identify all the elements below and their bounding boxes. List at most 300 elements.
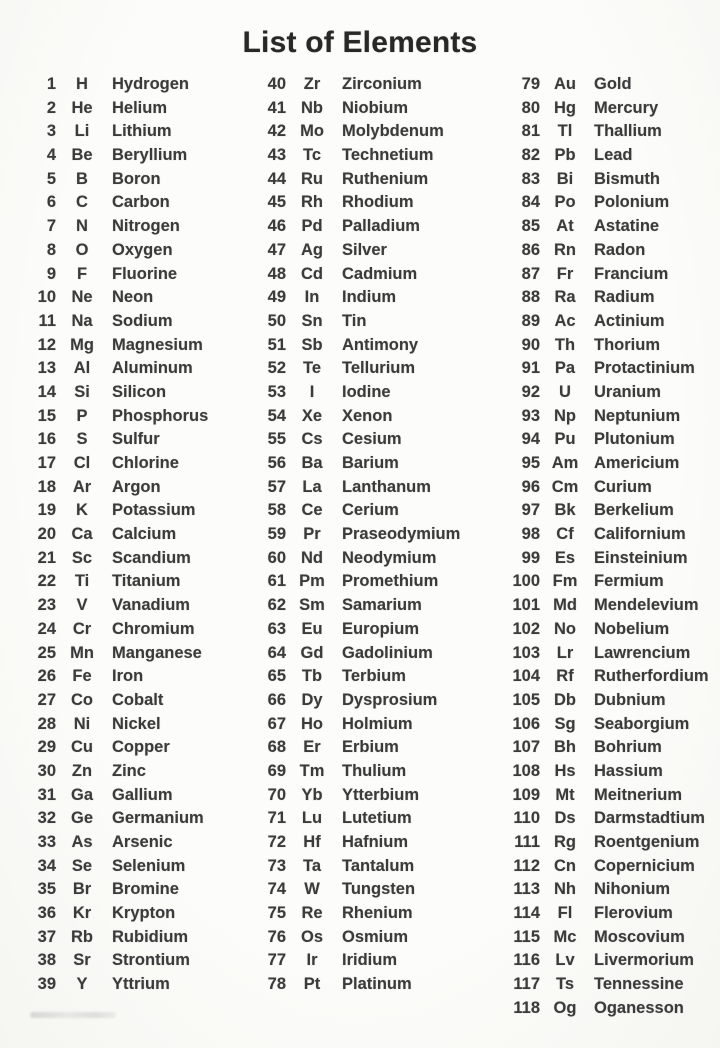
element-row bbox=[250, 263, 490, 287]
element-symbol: Nd bbox=[301, 548, 323, 567]
element-name: Ytterbium bbox=[342, 785, 420, 804]
element-name: Potassium bbox=[112, 501, 196, 520]
element-row bbox=[20, 357, 250, 381]
element-name: Platinum bbox=[342, 975, 412, 994]
element-symbol: Ca bbox=[71, 525, 93, 544]
element-symbol: Be bbox=[71, 146, 93, 165]
atomic-number: 6 bbox=[46, 193, 56, 212]
element-symbol: Er bbox=[303, 738, 321, 757]
element-row bbox=[490, 452, 710, 476]
element-row bbox=[20, 926, 250, 950]
element-symbol: Ag bbox=[301, 240, 323, 259]
element-symbol: Cl bbox=[73, 454, 91, 472]
element-row bbox=[250, 547, 490, 571]
element-symbol: Db bbox=[554, 690, 576, 709]
element-name: Plutonium bbox=[594, 430, 675, 449]
element-name: Europium bbox=[342, 619, 419, 638]
element-symbol: Th bbox=[554, 335, 576, 354]
element-symbol: Sm bbox=[299, 596, 325, 615]
element-symbol: Au bbox=[554, 75, 576, 93]
element-symbol: Hf bbox=[303, 833, 321, 851]
page-title: List of Elements bbox=[242, 26, 478, 59]
element-symbol: Rn bbox=[554, 240, 576, 259]
element-name: Calcium bbox=[112, 525, 177, 544]
element-name: Francium bbox=[594, 264, 669, 283]
element-name: Uranium bbox=[594, 382, 661, 401]
atomic-number: 78 bbox=[267, 975, 286, 994]
atomic-number: 104 bbox=[512, 667, 540, 686]
atomic-number: 75 bbox=[267, 904, 286, 923]
atomic-number: 4 bbox=[46, 146, 56, 165]
element-symbol: Nb bbox=[301, 98, 323, 117]
element-symbol: Te bbox=[302, 359, 322, 378]
atomic-number: 47 bbox=[267, 240, 286, 259]
element-row bbox=[490, 807, 710, 831]
atomic-number: 3 bbox=[46, 122, 56, 141]
atomic-number: 57 bbox=[267, 477, 286, 496]
element-symbol: Fr bbox=[556, 264, 574, 283]
element-name: Yttrium bbox=[112, 975, 170, 994]
element-symbol: K bbox=[76, 501, 88, 520]
element-symbol: Ba bbox=[301, 454, 323, 472]
element-symbol: He bbox=[71, 98, 93, 117]
element-row bbox=[20, 97, 250, 121]
element-name: Tungsten bbox=[342, 880, 416, 899]
element-name: Lithium bbox=[112, 122, 172, 141]
element-symbol: Mo bbox=[300, 122, 324, 141]
element-row bbox=[250, 168, 490, 192]
element-symbol: Mc bbox=[553, 927, 577, 946]
element-name: Iron bbox=[112, 667, 144, 686]
element-row bbox=[250, 334, 490, 358]
atomic-number: 111 bbox=[514, 833, 540, 851]
element-row bbox=[20, 689, 250, 713]
atomic-number: 63 bbox=[267, 619, 286, 638]
element-symbol: Mg bbox=[70, 335, 94, 354]
element-name: Radium bbox=[594, 288, 655, 307]
atomic-number: 85 bbox=[521, 217, 540, 236]
element-name: Cobalt bbox=[112, 690, 164, 709]
element-name: Boron bbox=[112, 169, 161, 188]
atomic-number: 26 bbox=[37, 667, 56, 686]
atomic-number: 12 bbox=[37, 335, 56, 354]
element-name: Tennessine bbox=[594, 975, 684, 994]
element-symbol: Gd bbox=[300, 643, 324, 662]
element-row bbox=[250, 215, 490, 239]
element-symbol: Tc bbox=[302, 146, 322, 165]
element-name: Nihonium bbox=[594, 880, 671, 899]
element-row bbox=[250, 713, 490, 737]
element-name: Copernicium bbox=[594, 856, 695, 875]
element-symbol: Tm bbox=[299, 761, 325, 780]
element-name: Xenon bbox=[342, 406, 393, 425]
element-name: Krypton bbox=[112, 904, 176, 923]
element-row bbox=[490, 570, 710, 594]
element-name: Astatine bbox=[594, 217, 660, 236]
element-name: Rutherfordium bbox=[594, 667, 709, 686]
atomic-number: 23 bbox=[37, 596, 56, 615]
element-symbol: Lu bbox=[301, 809, 323, 828]
atomic-number: 46 bbox=[267, 217, 286, 236]
element-name: Vanadium bbox=[112, 596, 190, 615]
atomic-number: 107 bbox=[512, 738, 540, 757]
element-symbol: Kr bbox=[72, 904, 92, 923]
element-name: Erbium bbox=[342, 738, 399, 757]
element-symbol: Sb bbox=[301, 335, 323, 354]
element-name: Scandium bbox=[112, 548, 191, 567]
element-symbol: Ir bbox=[306, 951, 318, 970]
element-name: Polonium bbox=[594, 193, 670, 212]
element-symbol: Bk bbox=[554, 501, 576, 520]
element-row bbox=[490, 73, 710, 97]
element-row bbox=[250, 310, 490, 334]
atomic-number: 16 bbox=[37, 430, 56, 449]
element-row bbox=[250, 97, 490, 121]
element-name: Dysprosium bbox=[342, 690, 438, 709]
atomic-number: 94 bbox=[521, 430, 540, 449]
element-name: Titanium bbox=[112, 572, 181, 591]
atomic-number: 2 bbox=[46, 98, 56, 117]
element-row bbox=[490, 357, 710, 381]
element-row bbox=[20, 784, 250, 808]
atomic-number: 25 bbox=[37, 643, 56, 662]
element-row bbox=[250, 784, 490, 808]
element-row bbox=[250, 855, 490, 879]
atomic-number: 64 bbox=[267, 643, 286, 662]
element-symbol: La bbox=[302, 477, 322, 496]
atomic-number: 18 bbox=[37, 477, 56, 496]
atomic-number: 45 bbox=[267, 193, 286, 212]
element-column-3 bbox=[490, 73, 710, 1021]
element-row bbox=[20, 405, 250, 429]
element-row bbox=[250, 689, 490, 713]
atomic-number: 77 bbox=[267, 951, 286, 970]
atomic-number: 84 bbox=[521, 193, 540, 212]
atomic-number: 68 bbox=[267, 738, 286, 757]
element-name: Strontium bbox=[112, 951, 190, 970]
element-symbol: Ac bbox=[554, 311, 576, 330]
element-symbol: Cs bbox=[301, 430, 323, 449]
element-row bbox=[250, 570, 490, 594]
element-symbol: Es bbox=[554, 548, 576, 567]
element-row bbox=[250, 381, 490, 405]
atomic-number: 35 bbox=[37, 880, 56, 899]
element-row bbox=[20, 168, 250, 192]
element-row bbox=[250, 357, 490, 381]
element-row bbox=[20, 878, 250, 902]
element-symbol: Ra bbox=[554, 288, 576, 307]
element-row bbox=[490, 191, 710, 215]
element-name: Fluorine bbox=[112, 264, 178, 283]
atomic-number: 5 bbox=[46, 169, 56, 188]
element-symbol: N bbox=[76, 217, 88, 236]
atomic-number: 40 bbox=[267, 75, 286, 93]
atomic-number: 60 bbox=[267, 548, 286, 567]
element-row bbox=[20, 73, 250, 97]
element-name: Rubidium bbox=[112, 927, 189, 946]
atomic-number: 87 bbox=[521, 264, 540, 283]
element-symbol: Li bbox=[74, 122, 90, 141]
atomic-number: 28 bbox=[37, 714, 56, 733]
atomic-number: 56 bbox=[267, 454, 286, 472]
atomic-number: 109 bbox=[512, 785, 540, 804]
element-symbol: Os bbox=[300, 927, 323, 946]
element-symbol: Md bbox=[553, 596, 577, 615]
element-name: Lanthanum bbox=[342, 477, 431, 496]
element-row bbox=[490, 144, 710, 168]
element-row bbox=[250, 428, 490, 452]
element-symbol: Np bbox=[554, 406, 576, 425]
element-name: Silicon bbox=[112, 382, 167, 401]
element-row bbox=[490, 239, 710, 263]
element-symbol: Po bbox=[554, 193, 576, 212]
element-row bbox=[20, 215, 250, 239]
atomic-number: 9 bbox=[46, 264, 56, 283]
atomic-number: 19 bbox=[37, 501, 56, 520]
atomic-number: 7 bbox=[46, 217, 56, 236]
element-row bbox=[250, 736, 490, 760]
element-symbol: Ge bbox=[70, 809, 93, 828]
element-symbol: Ne bbox=[71, 288, 93, 307]
element-name: Flerovium bbox=[594, 904, 673, 923]
element-name: Thulium bbox=[342, 761, 407, 780]
atomic-number: 112 bbox=[513, 856, 540, 875]
element-row bbox=[490, 428, 710, 452]
element-row bbox=[490, 831, 710, 855]
element-symbol: Fl bbox=[557, 904, 573, 923]
atomic-number: 41 bbox=[267, 98, 286, 117]
element-row bbox=[20, 310, 250, 334]
element-row bbox=[490, 855, 710, 879]
element-symbol: O bbox=[75, 240, 89, 259]
element-name: Oxygen bbox=[112, 240, 173, 259]
element-row bbox=[250, 73, 490, 97]
atomic-number: 48 bbox=[267, 264, 286, 283]
element-symbol: Tb bbox=[301, 667, 323, 686]
element-name: Zirconium bbox=[342, 75, 422, 93]
element-symbol: In bbox=[304, 288, 320, 307]
element-name: Palladium bbox=[342, 217, 420, 236]
atomic-number: 67 bbox=[267, 714, 286, 733]
element-symbol: C bbox=[76, 193, 88, 212]
element-symbol: Am bbox=[551, 454, 579, 472]
atomic-number: 82 bbox=[521, 146, 540, 165]
element-name: Iridium bbox=[342, 951, 398, 970]
element-name: Rhodium bbox=[342, 193, 414, 212]
element-symbol: Se bbox=[71, 856, 93, 875]
element-symbol: U bbox=[559, 382, 571, 401]
element-name: Zinc bbox=[112, 761, 146, 780]
element-row bbox=[250, 523, 490, 547]
atomic-number: 110 bbox=[513, 809, 540, 828]
element-symbol: H bbox=[76, 75, 88, 93]
element-row bbox=[490, 665, 710, 689]
element-row bbox=[20, 452, 250, 476]
element-name: Gallium bbox=[112, 785, 173, 804]
atomic-number: 30 bbox=[37, 761, 56, 780]
element-name: Protactinium bbox=[594, 359, 695, 378]
element-symbol: Fe bbox=[72, 667, 92, 686]
element-row bbox=[20, 547, 250, 571]
element-symbol: Rf bbox=[556, 667, 574, 686]
element-name: Cesium bbox=[342, 430, 402, 449]
element-row bbox=[250, 973, 490, 997]
element-symbol: Ru bbox=[301, 169, 323, 188]
element-name: Lead bbox=[594, 146, 633, 165]
element-name: Californium bbox=[594, 525, 686, 544]
atomic-number: 101 bbox=[512, 596, 540, 615]
element-symbol: I bbox=[309, 382, 315, 401]
element-name: Nickel bbox=[112, 714, 161, 733]
element-symbol: Rh bbox=[301, 193, 323, 212]
element-symbol: Br bbox=[72, 880, 92, 899]
atomic-number: 17 bbox=[37, 454, 56, 472]
element-symbol: Ts bbox=[555, 975, 575, 994]
element-row bbox=[20, 239, 250, 263]
element-name: Copper bbox=[112, 738, 170, 757]
element-symbol: Bi bbox=[556, 169, 574, 188]
atomic-number: 11 bbox=[38, 311, 56, 330]
element-name: Praseodymium bbox=[342, 525, 461, 544]
atomic-number: 34 bbox=[37, 856, 56, 875]
element-symbol: Rg bbox=[554, 833, 576, 851]
element-row bbox=[20, 713, 250, 737]
element-symbol: Cm bbox=[551, 477, 579, 496]
element-row bbox=[490, 618, 710, 642]
element-symbol: Sg bbox=[554, 714, 576, 733]
element-row bbox=[20, 120, 250, 144]
element-name: Mendelevium bbox=[594, 596, 699, 615]
element-symbol: B bbox=[76, 169, 88, 188]
element-name: Tellurium bbox=[342, 359, 416, 378]
element-row bbox=[490, 949, 710, 973]
element-name: Dubnium bbox=[594, 690, 666, 709]
atomic-number: 74 bbox=[267, 880, 286, 899]
element-row bbox=[490, 310, 710, 334]
element-name: Lawrencium bbox=[594, 643, 691, 662]
atomic-number: 59 bbox=[267, 525, 286, 544]
watermark bbox=[30, 1012, 116, 1018]
atomic-number: 98 bbox=[521, 525, 540, 544]
element-name: Phosphorus bbox=[112, 406, 209, 425]
atomic-number: 100 bbox=[512, 572, 540, 591]
element-row bbox=[490, 926, 710, 950]
element-symbol: Cd bbox=[301, 264, 323, 283]
atomic-number: 81 bbox=[521, 122, 540, 141]
element-symbol: Og bbox=[553, 998, 577, 1017]
element-row bbox=[20, 263, 250, 287]
element-row bbox=[490, 120, 710, 144]
atomic-number: 31 bbox=[37, 785, 56, 804]
element-symbol: Al bbox=[73, 359, 91, 378]
element-symbol: W bbox=[304, 880, 320, 899]
atomic-number: 24 bbox=[37, 619, 56, 638]
atomic-number: 36 bbox=[37, 904, 56, 923]
element-name: Seaborgium bbox=[594, 714, 690, 733]
atomic-number: 106 bbox=[512, 714, 540, 733]
atomic-number: 102 bbox=[512, 619, 540, 638]
element-row bbox=[20, 286, 250, 310]
element-name: Chromium bbox=[112, 619, 195, 638]
element-symbol: Zn bbox=[71, 761, 93, 780]
element-name: Bohrium bbox=[594, 738, 662, 757]
atomic-number: 32 bbox=[37, 809, 56, 828]
element-name: Bromine bbox=[112, 880, 179, 899]
element-symbol: At bbox=[556, 217, 574, 236]
element-name: Helium bbox=[112, 98, 168, 117]
atomic-number: 38 bbox=[37, 951, 56, 970]
element-symbol: Pt bbox=[303, 975, 321, 994]
element-symbol: No bbox=[554, 619, 576, 638]
element-symbol: Y bbox=[76, 975, 88, 994]
element-name: Aluminum bbox=[112, 359, 193, 378]
element-symbol: Nh bbox=[554, 880, 576, 899]
atomic-number: 33 bbox=[37, 833, 56, 851]
atomic-number: 62 bbox=[267, 596, 286, 615]
element-row bbox=[250, 807, 490, 831]
element-name: Selenium bbox=[112, 856, 186, 875]
atomic-number: 44 bbox=[267, 169, 286, 188]
element-columns bbox=[0, 60, 720, 1021]
element-symbol: V bbox=[76, 596, 88, 615]
element-row bbox=[20, 570, 250, 594]
element-name: Hassium bbox=[594, 761, 663, 780]
element-symbol: Ho bbox=[301, 714, 323, 733]
element-symbol: Cr bbox=[72, 619, 92, 638]
element-row bbox=[250, 642, 490, 666]
atomic-number: 99 bbox=[521, 548, 540, 567]
element-symbol: Yb bbox=[301, 785, 323, 804]
element-symbol: Pu bbox=[554, 430, 576, 449]
element-row bbox=[250, 499, 490, 523]
element-name: Samarium bbox=[342, 596, 422, 615]
element-name: Neptunium bbox=[594, 406, 681, 425]
element-name: Neodymium bbox=[342, 548, 437, 567]
element-row bbox=[490, 405, 710, 429]
element-name: Livermorium bbox=[594, 951, 694, 970]
element-name: Holmium bbox=[342, 714, 413, 733]
atomic-number: 92 bbox=[521, 382, 540, 401]
element-name: Thorium bbox=[594, 335, 660, 354]
element-row bbox=[20, 973, 250, 997]
element-row bbox=[20, 523, 250, 547]
element-row bbox=[250, 902, 490, 926]
element-row bbox=[250, 949, 490, 973]
atomic-number: 103 bbox=[512, 643, 540, 662]
element-row bbox=[20, 594, 250, 618]
element-symbol: Sr bbox=[73, 951, 91, 970]
element-symbol: Hs bbox=[554, 761, 576, 780]
element-name: Nobelium bbox=[594, 619, 670, 638]
element-name: Darmstadtium bbox=[594, 809, 705, 828]
element-row bbox=[490, 736, 710, 760]
element-row bbox=[250, 191, 490, 215]
element-row bbox=[250, 618, 490, 642]
atomic-number: 65 bbox=[267, 667, 286, 686]
element-row bbox=[20, 381, 250, 405]
element-symbol: Fm bbox=[552, 572, 578, 591]
atomic-number: 13 bbox=[37, 359, 56, 378]
element-row bbox=[490, 642, 710, 666]
element-name: Manganese bbox=[112, 643, 202, 662]
element-row bbox=[20, 831, 250, 855]
element-name: Actinium bbox=[594, 311, 665, 330]
element-name: Nitrogen bbox=[112, 217, 180, 236]
element-symbol: Mt bbox=[555, 785, 575, 804]
atomic-number: 29 bbox=[37, 738, 56, 757]
element-row bbox=[250, 878, 490, 902]
element-row bbox=[20, 855, 250, 879]
